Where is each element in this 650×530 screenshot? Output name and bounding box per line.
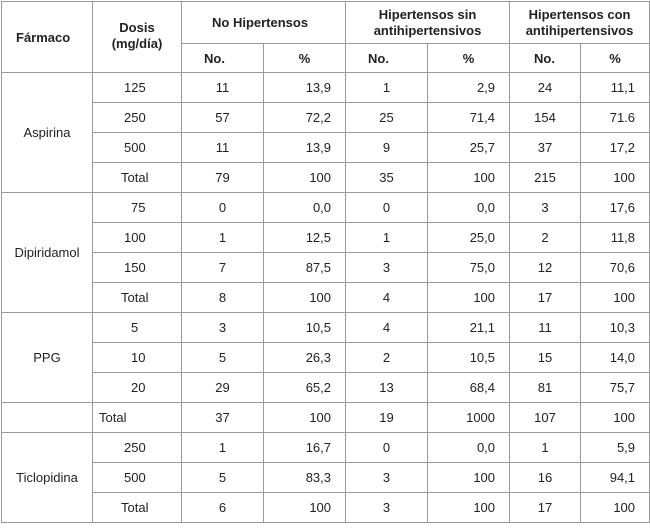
subheader-pct: % (428, 44, 510, 73)
count-cell: 12 (510, 253, 581, 283)
pct-cell: 2,9 (428, 73, 510, 103)
dose-cell: 500 (93, 463, 182, 493)
count-cell: 37 (182, 403, 264, 433)
pct-cell: 75,7 (581, 373, 650, 403)
count-cell: 13 (346, 373, 428, 403)
count-cell: 4 (346, 313, 428, 343)
total-row (2, 403, 650, 433)
count-cell: 107 (510, 403, 581, 433)
pct-cell: 70,6 (581, 253, 650, 283)
count-cell: 11 (182, 133, 264, 163)
total-row (2, 163, 650, 193)
count-cell: 35 (346, 163, 428, 193)
count-cell: 154 (510, 103, 581, 133)
count-cell: 79 (182, 163, 264, 193)
count-cell: 6 (182, 493, 264, 523)
subheader-no: No. (182, 44, 264, 73)
total-label: Total (93, 283, 182, 313)
pct-cell: 94,1 (581, 463, 650, 493)
pct-cell: 17,6 (581, 193, 650, 223)
pct-cell: 11,1 (581, 73, 650, 103)
count-cell: 3 (346, 493, 428, 523)
results-table (1, 1, 650, 523)
count-cell: 16 (510, 463, 581, 493)
header-dosis: Dosis (mg/día) (93, 2, 182, 73)
pct-cell: 26,3 (264, 343, 346, 373)
count-cell: 5 (182, 343, 264, 373)
table-row (2, 193, 650, 223)
pct-cell: 72,2 (264, 103, 346, 133)
count-cell: 9 (346, 133, 428, 163)
count-cell: 24 (510, 73, 581, 103)
pct-cell: 68,4 (428, 373, 510, 403)
table-row (2, 373, 650, 403)
pct-cell: 100 (581, 163, 650, 193)
pct-cell: 14,0 (581, 343, 650, 373)
count-cell: 3 (182, 313, 264, 343)
count-cell: 7 (182, 253, 264, 283)
count-cell: 19 (346, 403, 428, 433)
subheader-no: No. (510, 44, 581, 73)
pct-cell: 100 (264, 163, 346, 193)
pct-cell: 100 (264, 493, 346, 523)
pct-cell: 87,5 (264, 253, 346, 283)
pct-cell: 25,0 (428, 223, 510, 253)
count-cell: 57 (182, 103, 264, 133)
count-cell: 5 (182, 463, 264, 493)
header-farmaco: Fármaco (2, 2, 93, 73)
count-cell: 17 (510, 493, 581, 523)
pct-cell: 12,5 (264, 223, 346, 253)
dose-cell: 125 (93, 73, 182, 103)
count-cell: 11 (510, 313, 581, 343)
count-cell: 25 (346, 103, 428, 133)
count-cell: 8 (182, 283, 264, 313)
pct-cell: 75,0 (428, 253, 510, 283)
pct-cell: 13,9 (264, 133, 346, 163)
count-cell: 2 (510, 223, 581, 253)
subheader-pct: % (581, 44, 650, 73)
count-cell: 3 (346, 253, 428, 283)
table-row (2, 73, 650, 103)
pct-cell: 5,9 (581, 433, 650, 463)
count-cell: 1 (182, 223, 264, 253)
table-row (2, 433, 650, 463)
pct-cell: 10,5 (428, 343, 510, 373)
count-cell: 0 (182, 193, 264, 223)
pct-cell: 16,7 (264, 433, 346, 463)
pct-cell: 11,8 (581, 223, 650, 253)
count-cell: 1 (182, 433, 264, 463)
pct-cell: 0,0 (428, 193, 510, 223)
pct-cell: 100 (581, 493, 650, 523)
empty-cell (2, 403, 93, 433)
pct-cell: 71.6 (581, 103, 650, 133)
total-label: Total (93, 493, 182, 523)
count-cell: 3 (510, 193, 581, 223)
header-hipertensos-sin: Hipertensos sin antihipertensivos (346, 2, 510, 44)
count-cell: 215 (510, 163, 581, 193)
pct-cell: 13,9 (264, 73, 346, 103)
pct-cell: 100 (428, 463, 510, 493)
count-cell: 29 (182, 373, 264, 403)
count-cell: 0 (346, 433, 428, 463)
pct-cell: 17,2 (581, 133, 650, 163)
pct-cell: 25,7 (428, 133, 510, 163)
pct-cell: 100 (428, 163, 510, 193)
count-cell: 4 (346, 283, 428, 313)
count-cell: 1 (346, 223, 428, 253)
pct-cell: 100 (581, 283, 650, 313)
pct-cell: 10,3 (581, 313, 650, 343)
total-label: Total (93, 163, 182, 193)
dose-cell: 100 (93, 223, 182, 253)
pct-cell: 21,1 (428, 313, 510, 343)
drug-name: Dipiridamol (2, 193, 93, 313)
count-cell: 3 (346, 463, 428, 493)
drug-name: Ticlopidina (2, 433, 93, 523)
count-cell: 1 (510, 433, 581, 463)
table-row (2, 103, 650, 133)
table-row (2, 253, 650, 283)
table-row (2, 463, 650, 493)
table-row (2, 223, 650, 253)
pct-cell: 100 (264, 403, 346, 433)
count-cell: 11 (182, 73, 264, 103)
count-cell: 17 (510, 283, 581, 313)
dose-cell: 250 (93, 103, 182, 133)
header-hipertensos-con: Hipertensos con antihipertensivos (510, 2, 650, 44)
subheader-no: No. (346, 44, 428, 73)
table-row (2, 133, 650, 163)
pct-cell: 100 (428, 493, 510, 523)
count-cell: 81 (510, 373, 581, 403)
count-cell: 15 (510, 343, 581, 373)
drug-name: PPG (2, 313, 93, 403)
pct-cell: 0,0 (428, 433, 510, 463)
pct-cell: 100 (428, 283, 510, 313)
total-label: Total (93, 403, 182, 433)
pct-cell: 71,4 (428, 103, 510, 133)
table-row (2, 313, 650, 343)
dose-cell: 500 (93, 133, 182, 163)
count-cell: 37 (510, 133, 581, 163)
total-row (2, 493, 650, 523)
dose-cell: 250 (93, 433, 182, 463)
total-row (2, 283, 650, 313)
dose-cell: 75 (93, 193, 182, 223)
header-no-hipertensos: No Hipertensos (182, 2, 346, 44)
dose-cell: 150 (93, 253, 182, 283)
dose-cell: 10 (93, 343, 182, 373)
pct-cell: 1000 (428, 403, 510, 433)
pct-cell: 0,0 (264, 193, 346, 223)
pct-cell: 65,2 (264, 373, 346, 403)
dose-cell: 20 (93, 373, 182, 403)
drug-name: Aspirina (2, 73, 93, 193)
pct-cell: 100 (264, 283, 346, 313)
subheader-pct: % (264, 44, 346, 73)
pct-cell: 10,5 (264, 313, 346, 343)
pct-cell: 100 (581, 403, 650, 433)
count-cell: 0 (346, 193, 428, 223)
pct-cell: 83,3 (264, 463, 346, 493)
table-row (2, 343, 650, 373)
count-cell: 2 (346, 343, 428, 373)
count-cell: 1 (346, 73, 428, 103)
dose-cell: 5 (93, 313, 182, 343)
